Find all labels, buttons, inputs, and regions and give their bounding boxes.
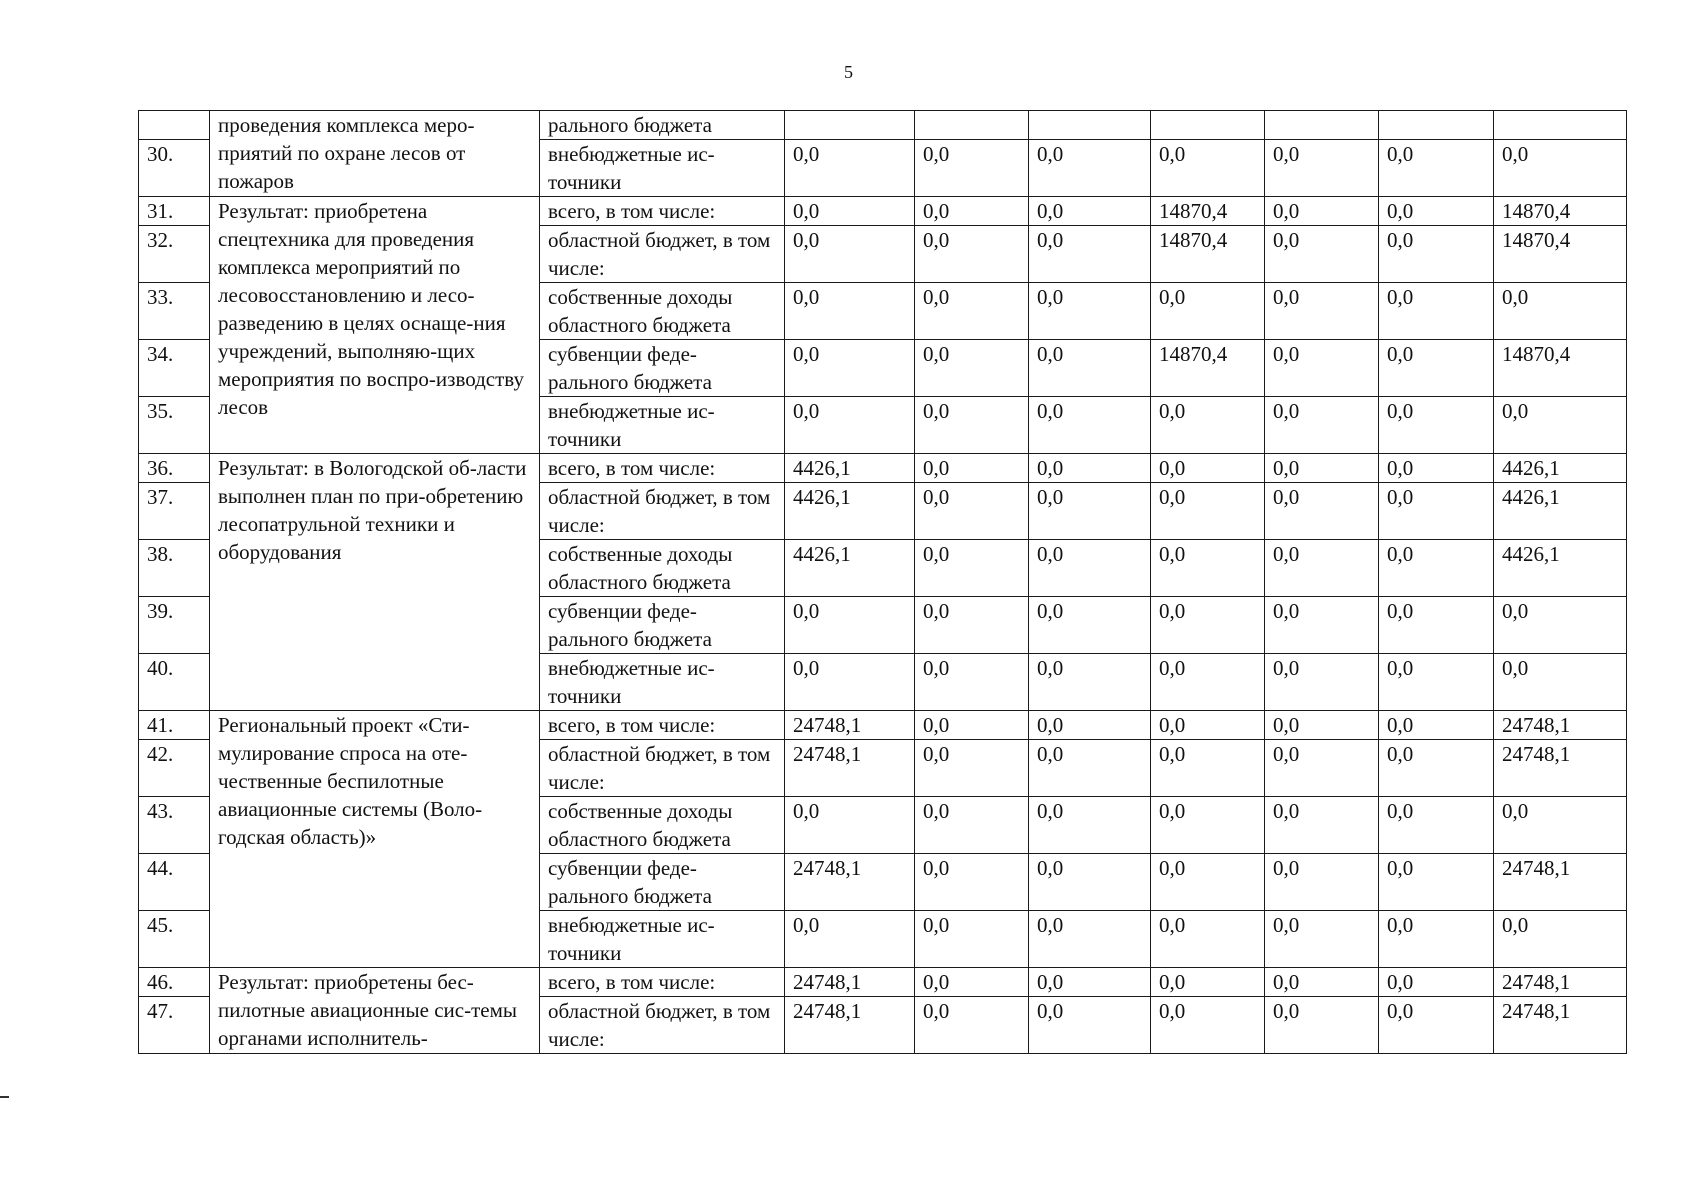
row-number-cell: 32. bbox=[139, 226, 210, 283]
amount-cell: 0,0 bbox=[915, 197, 1029, 226]
amount-cell: 0,0 bbox=[1151, 540, 1265, 597]
amount-cell: 0,0 bbox=[1151, 797, 1265, 854]
amount-cell: 0,0 bbox=[915, 140, 1029, 197]
amount-cell: 0,0 bbox=[1029, 854, 1151, 911]
amount-cell: 0,0 bbox=[915, 654, 1029, 711]
amount-cell: 0,0 bbox=[1029, 197, 1151, 226]
amount-cell: 24748,1 bbox=[785, 854, 915, 911]
table-row bbox=[139, 968, 1627, 997]
amount-cell: 0,0 bbox=[915, 540, 1029, 597]
row-number-cell: 31. bbox=[139, 197, 210, 226]
amount-cell: 0,0 bbox=[1265, 140, 1379, 197]
table-row bbox=[139, 454, 1627, 483]
row-number-cell: 40. bbox=[139, 654, 210, 711]
row-number-cell: 34. bbox=[139, 340, 210, 397]
amount-cell: 24748,1 bbox=[1494, 711, 1627, 740]
amount-cell bbox=[1494, 111, 1627, 140]
amount-cell: 0,0 bbox=[1379, 340, 1494, 397]
amount-cell: 0,0 bbox=[785, 911, 915, 968]
amount-cell: 0,0 bbox=[915, 597, 1029, 654]
amount-cell: 0,0 bbox=[785, 226, 915, 283]
amount-cell bbox=[1379, 111, 1494, 140]
row-number-cell: 42. bbox=[139, 740, 210, 797]
amount-cell: 4426,1 bbox=[1494, 540, 1627, 597]
amount-cell: 24748,1 bbox=[1494, 740, 1627, 797]
amount-cell: 0,0 bbox=[1379, 854, 1494, 911]
amount-cell: 0,0 bbox=[1029, 454, 1151, 483]
amount-cell: 0,0 bbox=[915, 854, 1029, 911]
amount-cell: 0,0 bbox=[915, 283, 1029, 340]
amount-cell: 0,0 bbox=[915, 711, 1029, 740]
table-row bbox=[139, 111, 1627, 140]
row-number-cell: 30. bbox=[139, 140, 210, 197]
amount-cell: 0,0 bbox=[1379, 226, 1494, 283]
amount-cell: 24748,1 bbox=[785, 968, 915, 997]
amount-cell: 0,0 bbox=[1029, 797, 1151, 854]
amount-cell: 0,0 bbox=[1379, 283, 1494, 340]
amount-cell: 0,0 bbox=[1029, 226, 1151, 283]
amount-cell: 0,0 bbox=[1265, 854, 1379, 911]
amount-cell: 0,0 bbox=[1265, 397, 1379, 454]
amount-cell: 0,0 bbox=[1265, 283, 1379, 340]
amount-cell: 0,0 bbox=[1151, 283, 1265, 340]
amount-cell: 0,0 bbox=[785, 197, 915, 226]
amount-cell: 24748,1 bbox=[1494, 997, 1627, 1054]
amount-cell: 0,0 bbox=[1379, 483, 1494, 540]
amount-cell: 0,0 bbox=[915, 340, 1029, 397]
row-number-cell: 35. bbox=[139, 397, 210, 454]
funding-source-cell: субвенции феде-рального бюджета bbox=[540, 597, 785, 654]
funding-source-cell: внебюджетные ис-точники bbox=[540, 140, 785, 197]
amount-cell: 0,0 bbox=[785, 340, 915, 397]
amount-cell: 0,0 bbox=[915, 797, 1029, 854]
amount-cell: 14870,4 bbox=[1151, 340, 1265, 397]
row-number-cell: 43. bbox=[139, 797, 210, 854]
amount-cell: 24748,1 bbox=[785, 997, 915, 1054]
page-number: 5 bbox=[844, 62, 853, 82]
amount-cell: 24748,1 bbox=[785, 711, 915, 740]
amount-cell: 0,0 bbox=[1379, 540, 1494, 597]
amount-cell: 0,0 bbox=[1379, 997, 1494, 1054]
amount-cell: 0,0 bbox=[1265, 483, 1379, 540]
amount-cell: 0,0 bbox=[1379, 797, 1494, 854]
amount-cell: 14870,4 bbox=[1494, 197, 1627, 226]
amount-cell bbox=[1265, 111, 1379, 140]
row-number-cell: 46. bbox=[139, 968, 210, 997]
amount-cell: 0,0 bbox=[1494, 283, 1627, 340]
amount-cell bbox=[1029, 111, 1151, 140]
amount-cell: 0,0 bbox=[1151, 711, 1265, 740]
row-number-cell: 38. bbox=[139, 540, 210, 597]
item-description-cell: Региональный проект «Сти-мулирование спроса на оте-чественные беспилотные авиационные системы (Воло-годская область)» bbox=[210, 711, 540, 968]
amount-cell: 0,0 bbox=[1265, 997, 1379, 1054]
amount-cell: 0,0 bbox=[1379, 968, 1494, 997]
amount-cell: 24748,1 bbox=[785, 740, 915, 797]
funding-source-cell: внебюджетные ис-точники bbox=[540, 911, 785, 968]
amount-cell: 0,0 bbox=[915, 226, 1029, 283]
amount-cell: 0,0 bbox=[1029, 540, 1151, 597]
amount-cell: 0,0 bbox=[1494, 597, 1627, 654]
amount-cell: 0,0 bbox=[1029, 654, 1151, 711]
row-number-cell: 45. bbox=[139, 911, 210, 968]
amount-cell: 24748,1 bbox=[1494, 854, 1627, 911]
amount-cell bbox=[1151, 111, 1265, 140]
amount-cell: 0,0 bbox=[1029, 911, 1151, 968]
amount-cell: 0,0 bbox=[1265, 197, 1379, 226]
amount-cell: 0,0 bbox=[1265, 597, 1379, 654]
amount-cell: 0,0 bbox=[1379, 740, 1494, 797]
funding-source-cell: внебюджетные ис-точники bbox=[540, 397, 785, 454]
amount-cell: 0,0 bbox=[1265, 968, 1379, 997]
amount-cell: 0,0 bbox=[1379, 397, 1494, 454]
amount-cell: 0,0 bbox=[1029, 711, 1151, 740]
amount-cell: 0,0 bbox=[785, 797, 915, 854]
amount-cell: 0,0 bbox=[1029, 597, 1151, 654]
amount-cell: 14870,4 bbox=[1151, 226, 1265, 283]
funding-source-cell: областной бюджет, в том числе: bbox=[540, 740, 785, 797]
amount-cell: 0,0 bbox=[1151, 654, 1265, 711]
amount-cell: 0,0 bbox=[785, 397, 915, 454]
amount-cell: 24748,1 bbox=[1494, 968, 1627, 997]
amount-cell: 0,0 bbox=[1029, 968, 1151, 997]
funding-source-cell: собственные доходы областного бюджета bbox=[540, 797, 785, 854]
amount-cell: 0,0 bbox=[1379, 454, 1494, 483]
amount-cell: 14870,4 bbox=[1494, 226, 1627, 283]
item-description-cell: Результат: приобретены бес-пилотные авиационные сис-темы органами исполнитель- bbox=[210, 968, 540, 1054]
amount-cell: 0,0 bbox=[1151, 454, 1265, 483]
amount-cell: 14870,4 bbox=[1494, 340, 1627, 397]
item-description-cell: проведения комплекса меро-приятий по охране лесов от пожаров bbox=[210, 111, 540, 197]
amount-cell: 0,0 bbox=[1029, 340, 1151, 397]
amount-cell: 0,0 bbox=[915, 997, 1029, 1054]
amount-cell: 0,0 bbox=[1151, 483, 1265, 540]
row-number-cell: 41. bbox=[139, 711, 210, 740]
item-description-cell: Результат: в Вологодской об-ласти выполнен план по при-обретению лесопатрульной техники и оборудования bbox=[210, 454, 540, 711]
funding-source-cell: всего, в том числе: bbox=[540, 197, 785, 226]
table-row bbox=[139, 197, 1627, 226]
funding-source-cell: всего, в том числе: bbox=[540, 968, 785, 997]
row-number-cell: 37. bbox=[139, 483, 210, 540]
funding-source-cell: областной бюджет, в том числе: bbox=[540, 226, 785, 283]
funding-source-cell: всего, в том числе: bbox=[540, 711, 785, 740]
amount-cell: 0,0 bbox=[785, 283, 915, 340]
amount-cell: 0,0 bbox=[1379, 197, 1494, 226]
amount-cell bbox=[785, 111, 915, 140]
amount-cell: 0,0 bbox=[1151, 597, 1265, 654]
amount-cell: 14870,4 bbox=[1151, 197, 1265, 226]
amount-cell: 0,0 bbox=[915, 968, 1029, 997]
amount-cell: 4426,1 bbox=[1494, 454, 1627, 483]
row-number-cell: 39. bbox=[139, 597, 210, 654]
amount-cell: 0,0 bbox=[1494, 140, 1627, 197]
funding-source-cell: собственные доходы областного бюджета bbox=[540, 283, 785, 340]
table-row bbox=[139, 711, 1627, 740]
amount-cell: 0,0 bbox=[1265, 540, 1379, 597]
row-number-cell: 33. bbox=[139, 283, 210, 340]
amount-cell: 0,0 bbox=[1494, 911, 1627, 968]
amount-cell: 0,0 bbox=[1151, 740, 1265, 797]
amount-cell: 0,0 bbox=[1379, 597, 1494, 654]
row-number-cell: 36. bbox=[139, 454, 210, 483]
funding-source-cell: областной бюджет, в том числе: bbox=[540, 483, 785, 540]
amount-cell: 0,0 bbox=[1265, 654, 1379, 711]
amount-cell: 0,0 bbox=[915, 740, 1029, 797]
amount-cell: 0,0 bbox=[1151, 911, 1265, 968]
amount-cell: 0,0 bbox=[1265, 340, 1379, 397]
amount-cell bbox=[915, 111, 1029, 140]
amount-cell: 0,0 bbox=[915, 483, 1029, 540]
amount-cell: 0,0 bbox=[1494, 397, 1627, 454]
amount-cell: 0,0 bbox=[1265, 911, 1379, 968]
amount-cell: 0,0 bbox=[1494, 797, 1627, 854]
amount-cell: 0,0 bbox=[1029, 997, 1151, 1054]
budget-table-body bbox=[139, 111, 1627, 1054]
amount-cell: 0,0 bbox=[1379, 654, 1494, 711]
funding-source-cell: субвенции феде-рального бюджета bbox=[540, 854, 785, 911]
funding-source-cell: внебюджетные ис-точники bbox=[540, 654, 785, 711]
amount-cell: 0,0 bbox=[1151, 968, 1265, 997]
amount-cell: 0,0 bbox=[1151, 397, 1265, 454]
funding-source-cell: всего, в том числе: bbox=[540, 454, 785, 483]
funding-source-cell: собственные доходы областного бюджета bbox=[540, 540, 785, 597]
row-number-cell: 44. bbox=[139, 854, 210, 911]
amount-cell: 4426,1 bbox=[1494, 483, 1627, 540]
amount-cell: 0,0 bbox=[915, 911, 1029, 968]
amount-cell: 0,0 bbox=[1265, 226, 1379, 283]
item-description-cell: Результат: приобретена спецтехника для проведения комплекса мероприятий по лесовосстановлению и лесо-разведению в целях оснаще-ния учреждений, выполняю-щих мероприятия по воспро-изводству лесов bbox=[210, 197, 540, 454]
amount-cell: 4426,1 bbox=[785, 540, 915, 597]
amount-cell: 0,0 bbox=[1029, 397, 1151, 454]
amount-cell: 0,0 bbox=[1265, 740, 1379, 797]
amount-cell: 0,0 bbox=[1151, 140, 1265, 197]
amount-cell: 0,0 bbox=[1029, 483, 1151, 540]
funding-source-cell: субвенции феде-рального бюджета bbox=[540, 340, 785, 397]
amount-cell: 0,0 bbox=[1379, 911, 1494, 968]
amount-cell: 0,0 bbox=[1029, 140, 1151, 197]
funding-source-cell: областной бюджет, в том числе: bbox=[540, 997, 785, 1054]
amount-cell: 0,0 bbox=[785, 654, 915, 711]
budget-table bbox=[138, 110, 1627, 1054]
amount-cell: 0,0 bbox=[1151, 997, 1265, 1054]
amount-cell: 4426,1 bbox=[785, 454, 915, 483]
amount-cell: 0,0 bbox=[1379, 711, 1494, 740]
amount-cell: 0,0 bbox=[915, 454, 1029, 483]
amount-cell: 0,0 bbox=[1265, 454, 1379, 483]
amount-cell: 0,0 bbox=[1494, 654, 1627, 711]
funding-source-cell: рального бюджета bbox=[540, 111, 785, 140]
amount-cell: 0,0 bbox=[785, 597, 915, 654]
margin-mark bbox=[0, 1096, 9, 1098]
amount-cell: 0,0 bbox=[1265, 711, 1379, 740]
row-number-cell bbox=[139, 111, 210, 140]
amount-cell: 0,0 bbox=[915, 397, 1029, 454]
amount-cell: 0,0 bbox=[1029, 740, 1151, 797]
amount-cell: 0,0 bbox=[1379, 140, 1494, 197]
row-number-cell: 47. bbox=[139, 997, 210, 1054]
amount-cell: 0,0 bbox=[1029, 283, 1151, 340]
amount-cell: 4426,1 bbox=[785, 483, 915, 540]
amount-cell: 0,0 bbox=[1265, 797, 1379, 854]
amount-cell: 0,0 bbox=[785, 140, 915, 197]
amount-cell: 0,0 bbox=[1151, 854, 1265, 911]
